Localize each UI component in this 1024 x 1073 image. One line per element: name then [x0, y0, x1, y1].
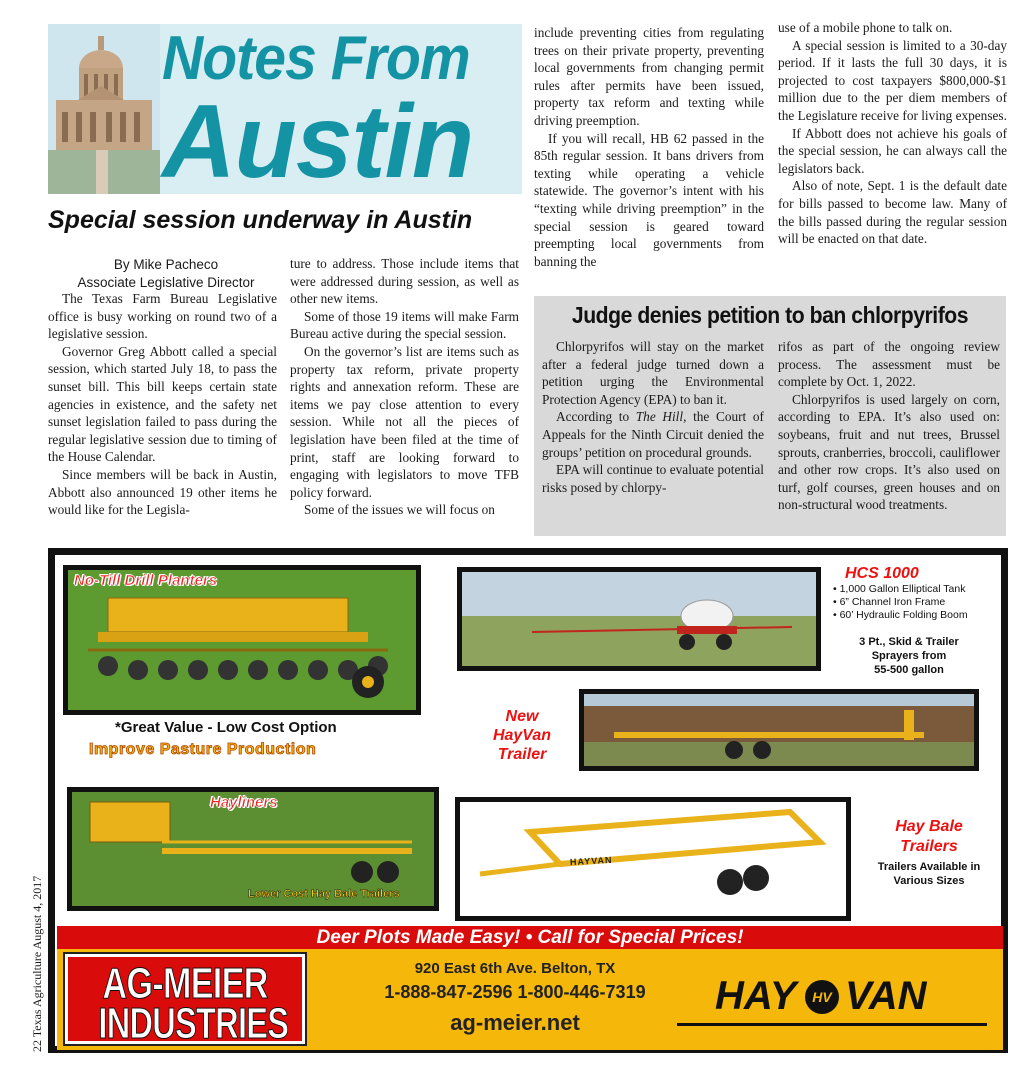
article-headline: Special session underway in Austin — [48, 206, 473, 234]
paragraph: If Abbott does not achieve his goals of the special session, he can always call the legislators back. — [778, 125, 1007, 176]
paragraph: include preventing cities from regulating trees on their private property, preventing local governments from changing permit rules after permits have been issued, property tax reform and texting while driving preemption. — [534, 25, 764, 128]
byline-name: By Mike Pacheco — [113, 257, 219, 272]
paragraph: EPA will continue to evaluate potential risks posed by chlorpy- — [542, 462, 764, 495]
hayvan-logo — [677, 972, 987, 1026]
sprayers-text — [833, 635, 985, 677]
new-hayvan-line: HayVan — [492, 727, 552, 744]
hayvan-logo-badge: HV — [805, 980, 839, 1014]
new-hayvan-line: New — [505, 708, 539, 725]
hcs-feature: • 6” Channel Iron Frame — [833, 596, 946, 608]
article-headline: Judge denies petition to ban chlorpyrifos — [571, 302, 969, 328]
paragraph: rifos as part of the ongoing review process. The assessment must be complete by Oct. 1, 2022. — [778, 339, 1000, 390]
paragraph: ture to address. Those include items that were addressed during session, as well as other new items. — [290, 256, 519, 307]
ag-meier-advertisement — [48, 548, 1008, 1053]
capitol-illustration — [48, 24, 160, 194]
paragraph: Some of the issues we will focus on — [304, 502, 495, 518]
hay-bale-line: Hay Bale — [895, 818, 963, 835]
hcs-spec-block — [833, 565, 1013, 622]
dealer-address: 920 East 6th Ave. Belton, TX — [414, 960, 616, 977]
lower-cost-label: Lower Cost Hay Bale Trailers — [248, 888, 400, 900]
sprayers-line: 55-500 gallon — [874, 664, 944, 676]
deer-plots-banner: Deer Plots Made Easy! • Call for Special Prices! — [57, 926, 1003, 949]
publication-title: The Hill, — [635, 409, 687, 425]
masthead — [48, 24, 522, 200]
paragraph: Since members will be back in Austin, Abbott also announced 19 other items he would like for the Legisla- — [48, 466, 277, 518]
dealer-website[interactable]: ag-meier.net — [450, 1010, 580, 1035]
new-hayvan-line: Trailer — [497, 746, 547, 763]
capitol-building-image — [48, 24, 160, 194]
hayvan-brand-mark: HAYVAN — [569, 854, 613, 868]
ag-meier-logo — [65, 954, 305, 1048]
hcs-title: HCS 1000 — [845, 565, 919, 582]
article-column-2 — [290, 255, 519, 519]
sprayers-line: Sprayers from — [871, 650, 947, 662]
article-column-3 — [534, 24, 764, 270]
byline-title: Associate Legislative Director — [77, 275, 255, 290]
hayliners-label: Hayliners — [210, 794, 278, 811]
hay-bale-trailer-illustration — [460, 802, 846, 916]
available-line: Various Sizes — [893, 875, 965, 887]
paragraph: The Texas Farm Bureau Legislative office is busy working on round two of a legislative session. — [48, 291, 277, 342]
no-till-label: No-Till Drill Planters — [74, 572, 218, 589]
byline — [55, 256, 277, 292]
paragraph: Chlorpyrifos will stay on the market after a federal judge turned down a petition urging the Environmental Protection Agency (EPA) to ban it. — [542, 339, 764, 407]
paragraph: Some of those 19 items will make Farm Bureau active during the special session. — [290, 308, 519, 342]
ag-meier-logo-line2: INDUSTRIES — [98, 999, 289, 1048]
article-column-4 — [778, 19, 1007, 248]
paragraph: Chlorpyrifos is used largely on corn, according to EPA. It’s also used on: soybeans, fruit and nut trees, Brussel sprouts, cranberries, broccoli, cauliflower and other row crops. It’s also used on turf, golf courses, green houses and on non-structural wood treatments. — [778, 391, 1000, 513]
paragraph: A special session is limited to a 30-day period. If it lasts the full 30 days, it is projected to cost taxpayers $800,000-$1 million due to the per diem members of the Legislature receive for living expenses. — [778, 37, 1007, 123]
paragraph — [542, 408, 764, 461]
great-value-text: *Great Value - Low Cost Option — [115, 719, 337, 736]
text-run: According to — [556, 409, 636, 425]
article-column-2 — [778, 338, 1000, 514]
folio-text: 22 Texas Agriculture August 4, 2017 — [30, 875, 44, 1052]
no-till-drill-photo — [63, 565, 421, 715]
hcs-feature: • 1,000 Gallon Elliptical Tank — [833, 583, 966, 595]
hayvan-trailer-illustration — [584, 694, 974, 766]
hayvan-logo-right: VAN — [845, 974, 927, 1018]
article-column-1 — [542, 338, 764, 496]
paragraph: use of a mobile phone to talk on. — [778, 20, 953, 35]
dealer-strip — [57, 926, 1003, 1050]
paragraph: On the governor’s list are items such as property tax reform, private property rights and annexation reform. These are items we pay close attention to every session. While not all the pieces of legislation have been filed at the time of print, staff are looking forward to engaging with legislators to move TFB policy forward. — [290, 343, 519, 500]
drill-planter-illustration — [68, 570, 416, 710]
sprayers-line: 3 Pt., Skid & Trailer — [859, 636, 959, 648]
paragraph: If you will recall, HB 62 passed in the 85th regular session. It bans drivers from texting while operating a vehicle statewide. The governor’s intent with his “texting while driving preemption” in the special session is geared toward preempting local governments from banning the — [534, 130, 764, 269]
hcs-feature: • 60’ Hydraulic Folding Boom — [833, 609, 968, 621]
sprayer-illustration — [462, 572, 816, 666]
hayliners-photo — [67, 787, 439, 911]
trailers-available-text — [855, 860, 1003, 888]
hay-bale-trailers-label — [855, 817, 1003, 857]
paragraph: Also of note, Sept. 1 is the default date for bills passed to become law. Many of the bills passed during the regular session will be enacted on that date. — [778, 178, 1007, 247]
masthead-title-line2: Austin — [162, 84, 474, 200]
page-sidebar-folio — [28, 760, 50, 1060]
ag-meier-logo-line1: AG-MEIER — [102, 959, 268, 1008]
new-hayvan-trailer-photo — [579, 689, 979, 771]
hay-bale-trailer-photo — [455, 797, 851, 921]
new-hayvan-label — [467, 707, 577, 764]
hayvan-logo-left: HAY — [715, 974, 797, 1018]
article-column-1 — [48, 290, 277, 519]
text-run: the Court of Appeals for the Ninth Circuit denied the groups’ petition on procedural grounds. — [542, 409, 764, 460]
sprayer-photo — [457, 567, 821, 671]
paragraph: Governor Greg Abbott called a special session, which started July 18, to pass the sunset bill. This bill keeps certain state agencies in existence, and the safety net sunset legislation failed to pass during the regular legislative session due to timing of the House Calendar. — [48, 343, 277, 465]
available-line: Trailers Available in — [877, 861, 981, 873]
masthead-title-line1: Notes From — [162, 24, 470, 93]
dealer-phones: 1-888-847-2596 1-800-446-7319 — [384, 982, 646, 1002]
improve-pasture-text: Improve Pasture Production — [89, 741, 317, 758]
chlorpyrifos-article-box — [534, 296, 1006, 536]
hay-bale-line: Trailers — [900, 838, 958, 855]
